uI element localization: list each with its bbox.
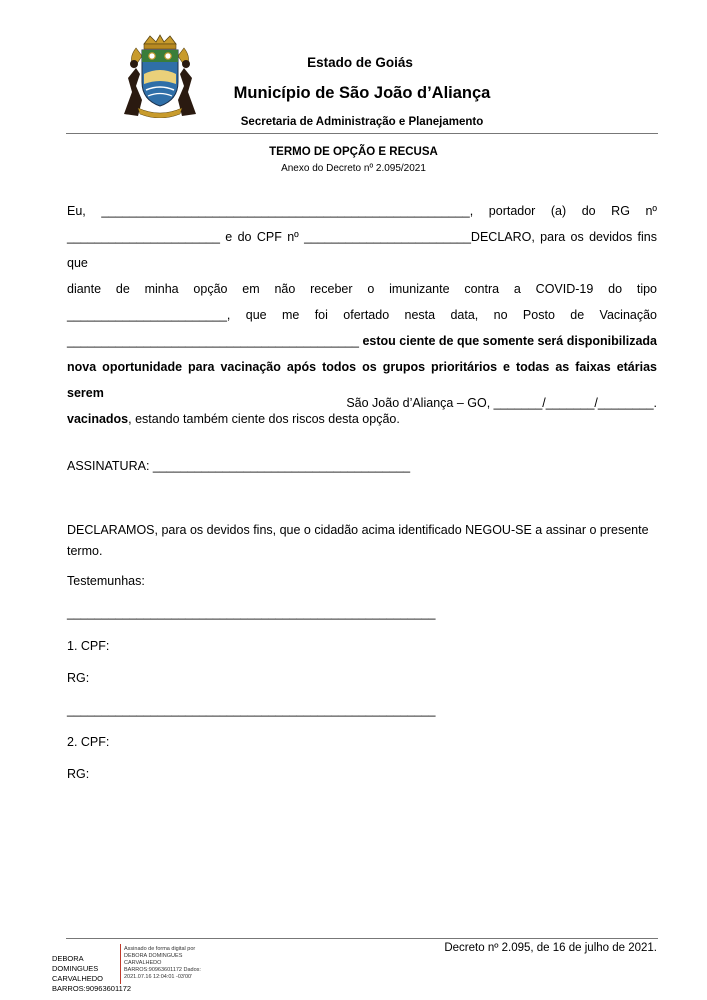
digital-signature-meta: Assinado de forma digital por DEBORA DOMINGUES CARVALHEDO BARROS:90963601172 Dados: 2021.07.16 12:04:01 -03'00'	[124, 946, 201, 980]
footer-divider	[66, 938, 658, 939]
department-name: Secretaria de Administração e Planejamento	[240, 116, 484, 128]
body-line-4: _______________________, que me foi ofertado nesta data, no Posto de Vacinação	[67, 308, 657, 322]
witness-2-rg: RG:	[67, 767, 90, 781]
body-line-3: diante de minha opção em não receber o imunizante contra a COVID-19 do tipo	[67, 282, 657, 296]
header-divider	[66, 133, 658, 134]
body-line-1: Eu, _____________________________________________________, portador (a) do RG nº	[67, 204, 657, 218]
date-line: São João d’Aliança – GO, _______/_______/________.	[346, 396, 657, 410]
body-line-5-blank: __________________________________________	[67, 334, 363, 348]
refusal-declaration: DECLARAMOS, para os devidos fins, que o cidadão acima identificado NEGOU-SE a assinar o presente termo.	[67, 523, 649, 558]
document-subtitle: Anexo do Decreto nº 2.095/2021	[281, 163, 426, 174]
witness-1-signature-line: _____________________________________________________	[67, 606, 436, 620]
document-title: TERMO DE OPÇÃO E RECUSA	[269, 146, 438, 158]
municipality-name: Município de São João d’Aliança	[233, 84, 491, 102]
signature-line: ASSINATURA: _____________________________________	[67, 459, 411, 473]
coat-of-arms-icon	[116, 34, 204, 118]
body-line-2: ______________________ e do CPF nº ________________________DECLARO, para os devidos fins que	[67, 230, 657, 270]
body-line-6: nova oportunidade para vacinação após todos os grupos prioritários e todas as faixas etárias serem	[67, 360, 657, 400]
body-line-5	[67, 328, 657, 354]
witness-2-signature-line: _____________________________________________________	[67, 703, 436, 717]
body-line-7-plain: , estando também ciente dos riscos desta opção.	[128, 412, 400, 426]
witnesses-label: Testemunhas:	[67, 574, 145, 588]
state-name: Estado de Goiás	[307, 55, 413, 70]
body-line-5-bold: estou ciente de que somente será disponibilizada	[362, 334, 658, 348]
footer-decree: Decreto nº 2.095, de 16 de julho de 2021.	[444, 942, 657, 954]
digital-signature-bar	[120, 944, 121, 984]
digital-signer-name: DEBORA DOMINGUES CARVALHEDO BARROS:90963601172	[52, 954, 132, 993]
witness-2-cpf: 2. CPF:	[67, 735, 110, 749]
witness-1-rg: RG:	[67, 671, 90, 685]
witness-1-cpf: 1. CPF:	[67, 639, 110, 653]
body-line-7-bold: vacinados	[67, 412, 129, 426]
